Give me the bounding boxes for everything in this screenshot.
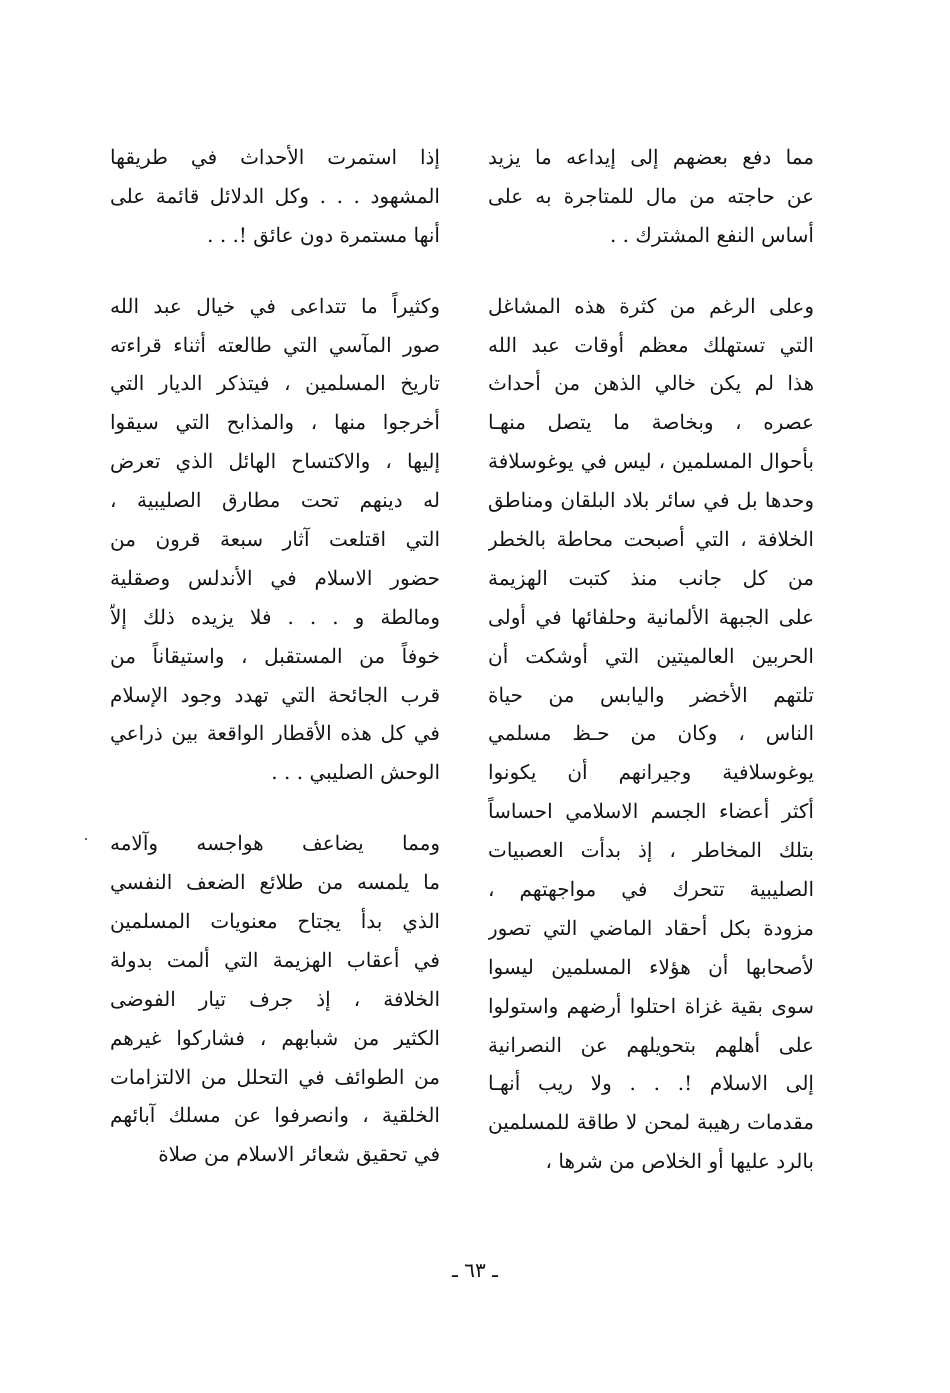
text-line: وحدها بل في سائر بلاد البلقان ومناطق — [488, 488, 814, 513]
text-line: أساس النفع المشترك . . — [609, 222, 814, 247]
text-line: ما يلمسه من طلائع الضعف النفسي — [110, 870, 440, 895]
text-line: بالرد عليها أو الخلاص من شرها ، — [545, 1149, 814, 1174]
text-line: التي اقتلعت آثار سبعة قرون من — [110, 527, 440, 552]
text-line: صور المآسي التي طالعته أثناء قراءته — [110, 332, 440, 357]
text-line: الوحش الصليبي . . . — [271, 760, 440, 785]
text-line: خوفاً من المستقبل ، واستيقاناً من — [110, 643, 440, 668]
text-line: مزودة بكل أحقاد الماضي التي تصور — [488, 915, 814, 940]
text-line: إليها ، والاكتساح الهائل الذي تعرض — [110, 449, 440, 474]
text-line: الصليبية تتحرك في مواجهتهم ، — [488, 877, 814, 902]
print-speck — [85, 838, 87, 840]
text-line: سوى بقية غزاة احتلوا أرضهم واستولوا — [488, 993, 814, 1018]
text-line: بأحوال المسلمين ، ليس في يوغوسلافة — [488, 449, 814, 474]
paragraph — [110, 287, 440, 793]
text-line: من الطوائف في التحلل من الالتزامات — [110, 1064, 440, 1089]
text-line: تاريخ المسلمين ، فيتذكر الديار التي — [110, 371, 440, 396]
paragraph-gap — [488, 255, 814, 287]
text-line: أكثر أعضاء الجسم الاسلامي احساساً — [488, 799, 814, 824]
text-line: لأصحابها أن هؤلاء المسلمين ليسوا — [488, 954, 814, 979]
text-line: أخرجوا منها ، والمذابح التي سيقوا — [110, 410, 440, 435]
paragraph — [110, 824, 440, 1174]
text-line: مقدمات رهيبة لمحن لا طاقة للمسلمين — [488, 1110, 814, 1135]
text-line: مما دفع بعضهم إلى إيداعه ما يزيد — [488, 145, 814, 169]
paragraph — [488, 138, 814, 255]
text-line: حضور الاسلام في الأندلس وصقلية — [110, 565, 440, 590]
text-line: ومالطة و . . . فلا يزيده ذلك إلاّ — [110, 604, 440, 629]
text-line: الخلافة ، التي أصبحت محاطة بالخطر — [488, 527, 814, 552]
text-line: عن حاجته من مال للمتاجرة به على — [488, 183, 814, 208]
text-line: ومما يضاعف هواجسه وآلامه — [110, 831, 440, 856]
text-line: الكثير من شبابهم ، فشاركوا غيرهم — [110, 1025, 440, 1050]
text-line: على أهلهم بتحويلهم عن النصرانية — [488, 1032, 814, 1057]
text-line: المشهود . . . وكل الدلائل قائمة على — [110, 183, 440, 208]
paragraph-gap — [110, 792, 440, 824]
text-line: التي تستهلك معظم أوقات عبد الله — [488, 332, 814, 357]
text-line: الذي بدأ يجتاح معنويات المسلمين — [110, 909, 440, 934]
text-line: عصره ، وبخاصة ما يتصل منهـا — [488, 410, 814, 435]
text-line: الخلافة ، إذ جرف تيار الفوضى — [110, 986, 440, 1011]
text-line: في كل هذه الأقطار الواقعة بين ذراعي — [110, 721, 440, 746]
text-line: له دينهم تحت مطارق الصليبية ، — [110, 488, 440, 513]
paragraph-gap — [110, 255, 440, 287]
text-line: من كل جانب منذ كتبت الهزيمة — [488, 565, 814, 590]
page-number: ـ ٦٣ ـ — [452, 1258, 498, 1282]
text-line: إذا استمرت الأحداث في طريقها — [110, 145, 440, 169]
right-text-column — [488, 138, 814, 1181]
text-line: أنها مستمرة دون عائق !. . . — [207, 222, 440, 247]
text-line: بتلك المخاطر ، إذ بدأت العصبيات — [488, 838, 814, 863]
text-line: في تحقيق شعائر الاسلام من صلاة — [158, 1142, 440, 1167]
text-line: قرب الجائحة التي تهدد وجود الإسلام — [110, 682, 440, 707]
paragraph — [488, 287, 814, 1181]
left-text-column — [110, 138, 440, 1174]
text-line: الناس ، وكان من حـظ مسلمي — [488, 721, 814, 746]
text-line: على الجبهة الألمانية وحلفائها في أولى — [488, 604, 814, 629]
text-line: وعلى الرغم من كثرة هذه المشاغل — [488, 293, 814, 318]
text-line: الخلقية ، وانصرفوا عن مسلك آبائهم — [110, 1103, 440, 1128]
text-line: يوغوسلافية وجيرانهم أن يكونوا — [488, 760, 814, 785]
paragraph — [110, 138, 440, 255]
text-line: تلتهم الأخضر واليابس من حياة — [488, 682, 814, 707]
text-line: الحربين العالميتين التي أوشكت أن — [488, 643, 814, 668]
text-line: في أعقاب الهزيمة التي ألمت بدولة — [110, 947, 440, 972]
text-line: وكثيراً ما تتداعى في خيال عبد الله — [110, 293, 440, 318]
text-line: هذا لم يكن خالي الذهن من أحداث — [488, 371, 814, 396]
text-line: إلى الاسلام !. . . ولا ريب أنهـا — [488, 1071, 814, 1096]
